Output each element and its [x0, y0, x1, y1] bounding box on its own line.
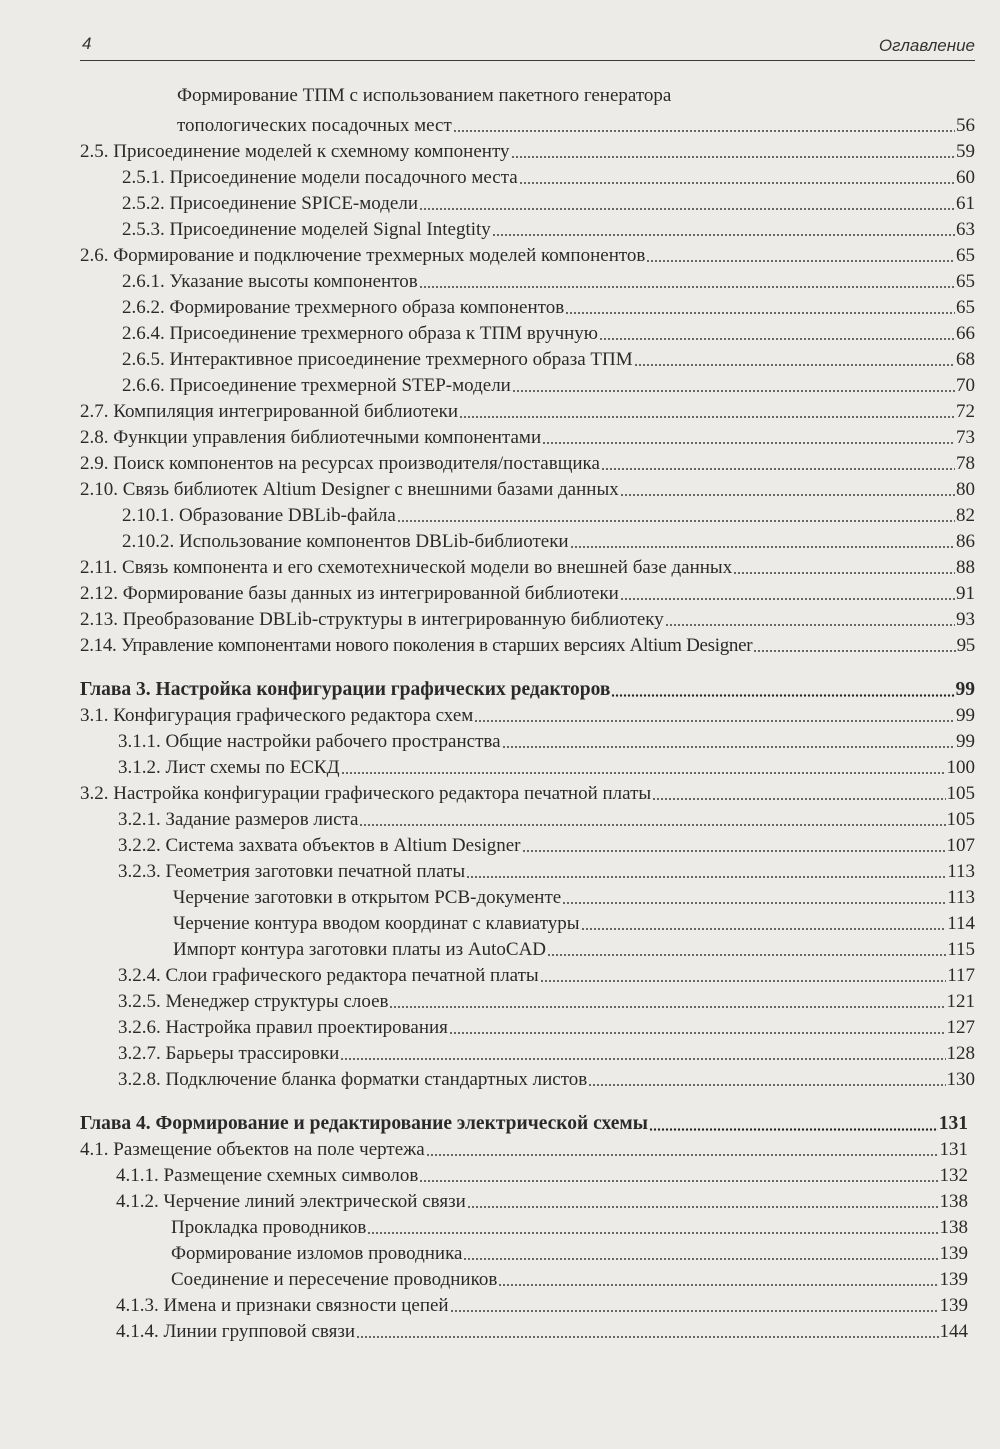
page-number: 4: [82, 34, 92, 53]
toc-entry-page: 139: [939, 1295, 968, 1316]
toc-entry-page: 128: [946, 1043, 975, 1064]
toc-chapter: [80, 678, 975, 702]
leader-dots: [341, 772, 946, 774]
toc-entry-page: 88: [956, 557, 975, 578]
toc-entry-page: 65: [956, 245, 975, 266]
toc-entry-page: 117: [947, 965, 975, 986]
toc-subsection: [122, 166, 975, 190]
toc-entry-title: 2.5.1. Присоединение модели посадочного места: [122, 167, 518, 188]
toc-entry-page: 65: [956, 271, 975, 292]
toc-subsubsection: [171, 1216, 968, 1240]
toc-entry-page: 99: [955, 679, 975, 700]
toc-subsection: [118, 1016, 975, 1040]
leader-dots: [453, 130, 955, 132]
toc-entry-title: Глава 3. Настройка конфигурации графических редакторов: [80, 679, 611, 700]
toc-section: [80, 608, 975, 632]
leader-dots: [340, 1058, 945, 1060]
toc-subsubsection: [173, 886, 975, 910]
toc-entry-page: 131: [939, 1139, 968, 1160]
toc-subsection: [118, 990, 975, 1014]
toc-entry-page: 100: [946, 757, 975, 778]
leader-dots: [581, 928, 947, 930]
toc-entry-page: 56: [956, 115, 975, 136]
toc-entry: [177, 114, 975, 138]
toc-entry-title: Формирование изломов проводника: [171, 1243, 463, 1264]
toc-subsection: [118, 964, 975, 988]
toc-entry-page: 95: [956, 635, 975, 656]
toc-entry-title: 3.2.3. Геометрия заготовки печатной платы: [118, 861, 466, 882]
leader-dots: [359, 824, 945, 826]
toc-entry-title: 4.1.2. Черчение линий электрической связи: [116, 1191, 466, 1212]
toc-subsection: [118, 834, 975, 858]
leader-dots: [570, 546, 955, 548]
toc-section: [80, 140, 975, 164]
leader-dots: [419, 286, 955, 288]
leader-dots: [565, 312, 955, 314]
toc-subsection: [118, 1042, 975, 1066]
toc-subsection: [116, 1164, 968, 1188]
toc-entry-title: 2.12. Формирование базы данных из интегрированной библиотеки: [80, 583, 619, 604]
toc-section: [80, 1138, 968, 1162]
leader-dots: [426, 1154, 939, 1156]
leader-dots: [634, 364, 955, 366]
toc-entry-page: 61: [956, 193, 975, 214]
leader-dots: [522, 850, 946, 852]
toc-entry-title: 3.2.4. Слои графического редактора печатной платы: [118, 965, 539, 986]
leader-dots: [753, 650, 955, 652]
toc-entry-page: 144: [939, 1321, 968, 1342]
toc-entry-page: 91: [956, 583, 975, 604]
toc-subsection: [118, 730, 975, 754]
toc-entry-title: 3.2.8. Подключение бланка форматки стандартных листов: [118, 1069, 588, 1090]
toc-section: [80, 556, 975, 580]
toc-entry-text: Формирование ТПМ с использованием пакетного генератора: [177, 85, 672, 106]
leader-dots: [356, 1336, 938, 1338]
toc-entry-page: 82: [956, 505, 975, 526]
toc-entry-title: Импорт контура заготовки платы из AutoCAD: [173, 939, 547, 960]
toc-entry-title: 2.6.5. Интерактивное присоединение трехмерного образа ТПМ: [122, 349, 633, 370]
toc-entry-title: 2.5.3. Присоединение моделей Signal Integtity: [122, 219, 491, 240]
toc-subsection: [122, 504, 975, 528]
toc-entry-title: 2.6.6. Присоединение трехмерной STEP-модели: [122, 375, 511, 396]
toc-entry-page: 80: [956, 479, 975, 500]
leader-dots: [450, 1310, 939, 1312]
toc-entry-page: 107: [946, 835, 975, 856]
leader-dots: [733, 572, 955, 574]
toc-subsection: [122, 530, 975, 554]
leader-dots: [463, 1258, 938, 1260]
toc-section: [80, 244, 975, 268]
toc-entry-page: 139: [939, 1269, 968, 1290]
toc-entry-title: Прокладка проводников: [171, 1217, 367, 1238]
leader-dots: [611, 694, 954, 697]
leader-dots: [474, 720, 955, 722]
toc-entry-title: Глава 4. Формирование и редактирование электрической схемы: [80, 1113, 648, 1134]
toc-subsection: [122, 218, 975, 242]
leader-dots: [620, 494, 955, 496]
toc-subsection: [122, 322, 975, 346]
toc-entry-title: 3.2. Настройка конфигурации графического редактора печатной платы: [80, 783, 652, 804]
toc-entry-title: топологических посадочных мест: [177, 115, 452, 136]
toc-entry-page: 114: [947, 913, 975, 934]
toc-entry-page: 60: [956, 167, 975, 188]
toc-entry-title: 2.6.2. Формирование трехмерного образа компонентов: [122, 297, 565, 318]
toc-subsection: [122, 270, 975, 294]
toc-subsection: [118, 860, 975, 884]
leader-dots: [649, 1128, 938, 1131]
toc-entry-title: 4.1.4. Линии групповой связи: [116, 1321, 356, 1342]
toc-entry-page: 105: [946, 783, 975, 804]
toc-entry-title: 2.5.2. Присоединение SPICE-модели: [122, 193, 418, 214]
toc-entry-page: 99: [956, 705, 975, 726]
toc-entry-page: 68: [956, 349, 975, 370]
running-title: Оглавление: [878, 36, 975, 55]
toc-entry-title: 3.2.7. Барьеры трассировки: [118, 1043, 340, 1064]
leader-dots: [492, 234, 955, 236]
leader-dots: [367, 1232, 938, 1234]
page-header: [80, 30, 975, 61]
toc-entry-page: 113: [947, 861, 975, 882]
toc-subsection: [118, 756, 975, 780]
toc-entry-title: 2.7. Компиляция интегрированной библиотеки: [80, 401, 459, 422]
toc-entry-page: 121: [946, 991, 975, 1012]
leader-dots: [389, 1006, 945, 1008]
toc-entry-page: 73: [956, 427, 975, 448]
leader-dots: [542, 442, 955, 444]
toc-subsection: [116, 1320, 968, 1344]
toc-section: [80, 426, 975, 450]
leader-dots: [599, 338, 955, 340]
leader-dots: [665, 624, 955, 626]
leader-dots: [601, 468, 955, 470]
toc-section: [80, 582, 975, 606]
toc-section: [80, 634, 975, 658]
toc-entry-page: 115: [947, 939, 975, 960]
toc-subsection: [122, 374, 975, 398]
toc-entry-page: 93: [956, 609, 975, 630]
toc-entry-title: 4.1. Размещение объектов на поле чертежа: [80, 1139, 425, 1160]
toc-section: [80, 452, 975, 476]
toc-entry-title: 2.10.2. Использование компонентов DBLib-библиотеки: [122, 531, 569, 552]
leader-dots: [397, 520, 955, 522]
toc-entry-title: 4.1.1. Размещение схемных символов: [116, 1165, 419, 1186]
toc-entry-page: 131: [938, 1113, 968, 1134]
toc-entry-page: 70: [956, 375, 975, 396]
toc-entry-title: Черчение контура вводом координат с клавиатуры: [173, 913, 580, 934]
toc-entry-page: 132: [939, 1165, 968, 1186]
toc-entry-title: 2.10.1. Образование DBLib-файла: [122, 505, 396, 526]
toc-entry-title: Соединение и пересечение проводников: [171, 1269, 498, 1290]
toc-entry-title: 2.5. Присоединение моделей к схемному компоненту: [80, 141, 510, 162]
toc-entry-title: Черчение заготовки в открытом PCB-документе: [173, 887, 562, 908]
leader-dots: [588, 1084, 945, 1086]
toc-entry-page: 66: [956, 323, 975, 344]
leader-dots: [562, 902, 946, 904]
toc-entry-page: 138: [939, 1217, 968, 1238]
toc-entry-title: 4.1.3. Имена и признаки связности цепей: [116, 1295, 449, 1316]
leader-dots: [467, 1206, 939, 1208]
toc-entry-page: 65: [956, 297, 975, 318]
toc-entry-page: 113: [947, 887, 975, 908]
toc-entry-title: 3.1.1. Общие настройки рабочего пространства: [118, 731, 501, 752]
toc-entry-title: 2.10. Связь библиотек Altium Designer с внешними базами данных: [80, 479, 619, 500]
toc-entry-title: 3.2.2. Система захвата объектов в Altium Designer: [118, 835, 521, 856]
toc-entry-page: 72: [956, 401, 975, 422]
toc-entry-page: 130: [946, 1069, 975, 1090]
toc-entry-title: 3.1.2. Лист схемы по ЕСКД: [118, 757, 340, 778]
toc-subsubsection: [171, 1268, 968, 1292]
toc-entry-page: 78: [956, 453, 975, 474]
toc-subsubsection: [171, 1242, 968, 1266]
toc-entry-page: 63: [956, 219, 975, 240]
toc-entry-page: 59: [956, 141, 975, 162]
leader-dots: [466, 876, 946, 878]
toc-entry-title: 2.6. Формирование и подключение трехмерных моделей компонентов: [80, 245, 646, 266]
toc-subsection: [116, 1294, 968, 1318]
toc-subsection: [122, 348, 975, 372]
toc-subsection: [122, 192, 975, 216]
toc-entry-page: 105: [946, 809, 975, 830]
toc-section: [80, 782, 975, 806]
toc-subsubsection: [173, 912, 975, 936]
leader-dots: [449, 1032, 946, 1034]
toc-entry-title: 3.2.1. Задание размеров листа: [118, 809, 359, 830]
toc-entry-page: 127: [946, 1017, 975, 1038]
toc-subsubsection: [173, 938, 975, 962]
leader-dots: [502, 746, 955, 748]
toc-entry-title: 2.8. Функции управления библиотечными компонентами: [80, 427, 542, 448]
toc-subsection: [118, 808, 975, 832]
toc-entry-page: 99: [956, 731, 975, 752]
toc-entry-page: 139: [939, 1243, 968, 1264]
leader-dots: [498, 1284, 938, 1286]
toc-entry-title: 3.1. Конфигурация графического редактора схем: [80, 705, 474, 726]
toc-section: [80, 478, 975, 502]
toc-entry-title: 3.2.5. Менеджер структуры слоев: [118, 991, 389, 1012]
toc-entry-page: 138: [939, 1191, 968, 1212]
leader-dots: [620, 598, 955, 600]
toc-chapter: [80, 1112, 968, 1136]
leader-dots: [646, 260, 955, 262]
toc-subsection: [116, 1190, 968, 1214]
leader-dots: [519, 182, 955, 184]
leader-dots: [419, 208, 955, 210]
toc-subsection: [122, 296, 975, 320]
leader-dots: [459, 416, 955, 418]
leader-dots: [547, 954, 946, 956]
toc-section: [80, 400, 975, 424]
toc-subsection: [118, 1068, 975, 1092]
toc-section: [80, 704, 975, 728]
leader-dots: [652, 798, 945, 800]
toc-entry-page: 86: [956, 531, 975, 552]
toc-entry-title: 2.11. Связь компонента и его схемотехнической модели во внешней базе данных: [80, 557, 733, 578]
leader-dots: [419, 1180, 938, 1182]
toc-entry-title: 3.2.6. Настройка правил проектирования: [118, 1017, 448, 1038]
toc-entry-title: 2.9. Поиск компонентов на ресурсах производителя/поставщика: [80, 453, 600, 474]
toc-entry-title: 2.14. Управление компонентами нового поколения в старших версиях Altium Designer: [80, 635, 753, 656]
toc-entry-title: 2.6.1. Указание высоты компонентов: [122, 271, 418, 292]
leader-dots: [512, 390, 955, 392]
leader-dots: [511, 156, 956, 158]
toc-entry-title: 2.13. Преобразование DBLib-структуры в интегрированную библиотеку: [80, 609, 664, 630]
leader-dots: [540, 980, 947, 982]
toc-entry-title: 2.6.4. Присоединение трехмерного образа к ТПМ вручную: [122, 323, 598, 344]
